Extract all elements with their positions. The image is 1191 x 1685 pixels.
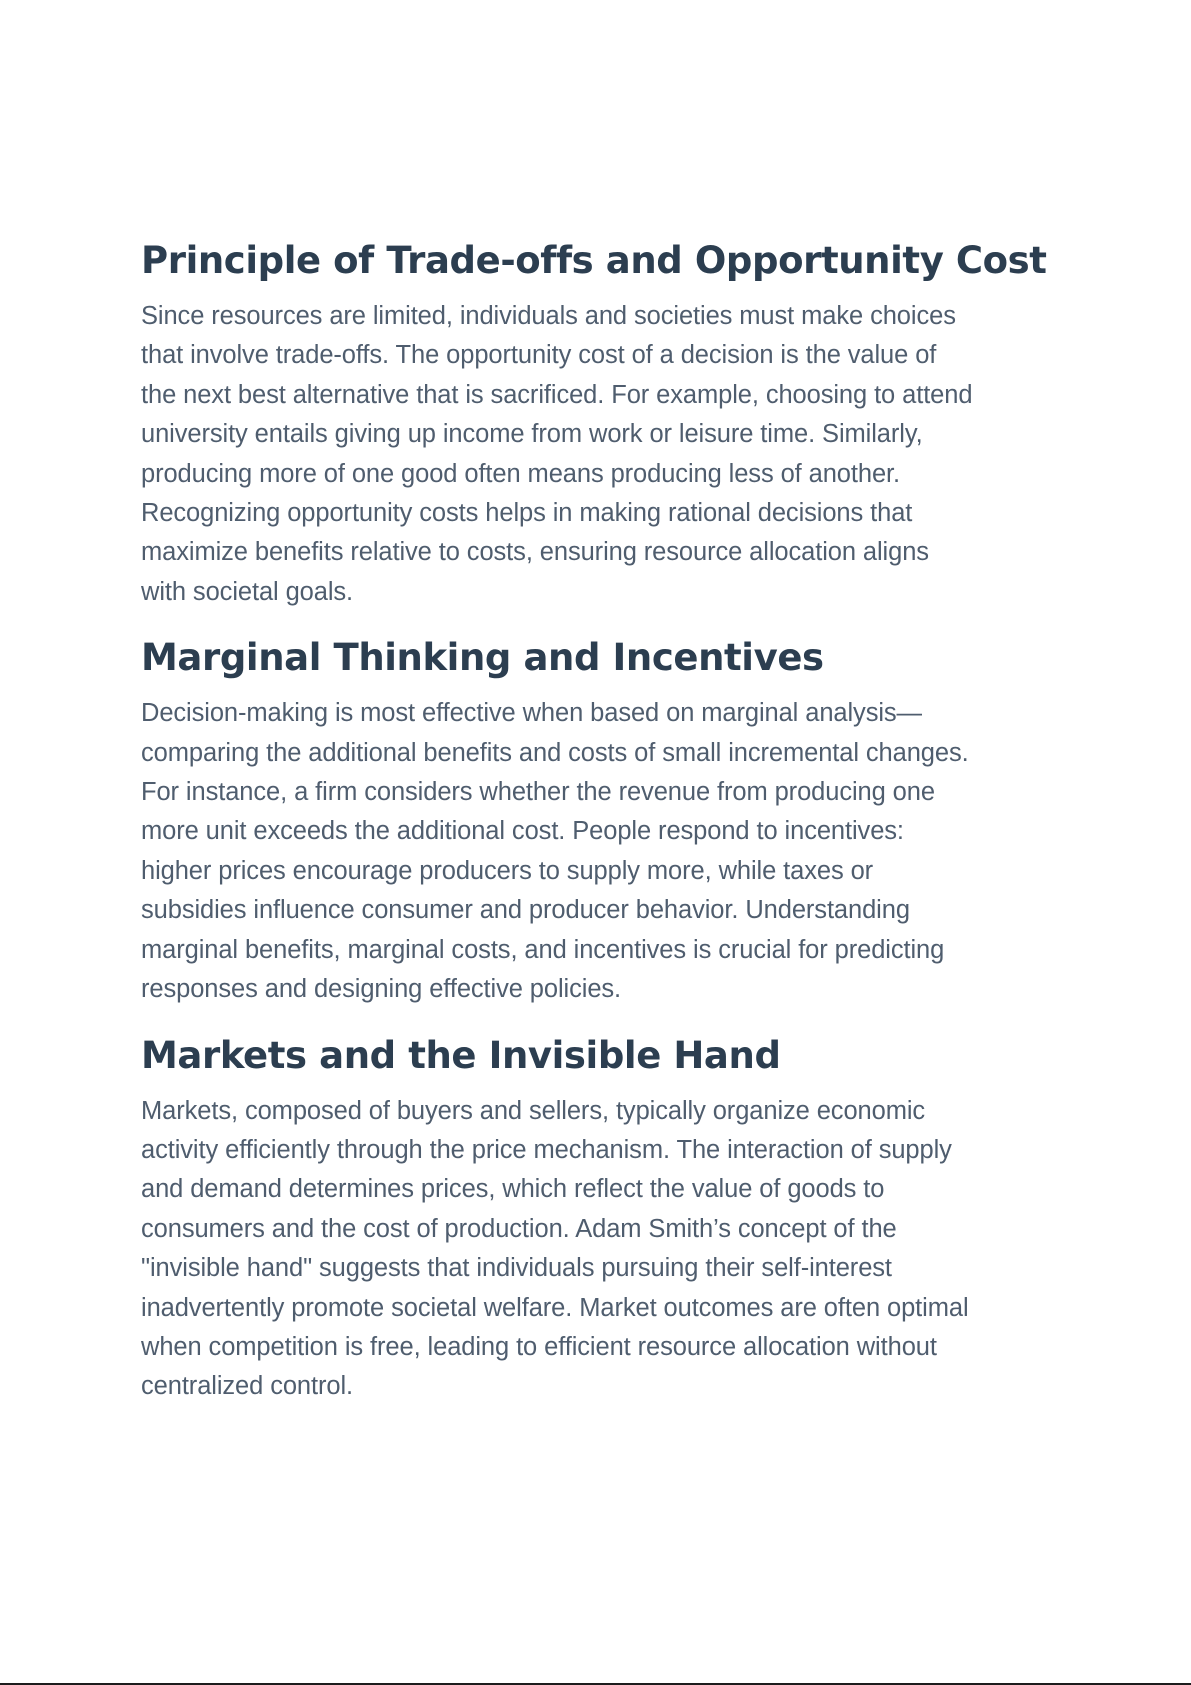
section-trade-offs bbox=[141, 233, 1061, 612]
section-heading: Markets and the Invisible Hand bbox=[141, 1033, 781, 1077]
paragraph-line: higher prices encourage producers to supply more, while taxes or bbox=[141, 856, 874, 885]
section-paragraph bbox=[141, 694, 1061, 1009]
paragraph-line: that involve trade-offs. The opportunity cost of a decision is the value of bbox=[141, 341, 937, 370]
paragraph-line: "invisible hand" suggests that individuals pursuing their self-interest bbox=[141, 1254, 892, 1283]
paragraph-line: subsidies influence consumer and producer behavior. Understanding bbox=[141, 896, 910, 925]
section-marginal-thinking bbox=[141, 630, 1061, 1009]
section-paragraph bbox=[141, 1092, 1061, 1407]
paragraph-line: producing more of one good often means producing less of another. bbox=[141, 459, 901, 488]
paragraph-line: activity efficiently through the price mechanism. The interaction of supply bbox=[141, 1135, 952, 1164]
paragraph-line: For instance, a firm considers whether the revenue from producing one bbox=[141, 778, 935, 807]
paragraph-line: Recognizing opportunity costs helps in making rational decisions that bbox=[141, 499, 913, 528]
paragraph-line: consumers and the cost of production. Adam Smith’s concept of the bbox=[141, 1214, 897, 1243]
paragraph-line: Decision-making is most effective when based on marginal analysis— bbox=[141, 699, 922, 728]
paragraph-line: inadvertently promote societal welfare. Market outcomes are often optimal bbox=[141, 1293, 969, 1322]
paragraph-line: the next best alternative that is sacrificed. For example, choosing to attend bbox=[141, 380, 973, 409]
paragraph-line: Markets, composed of buyers and sellers, typically organize economic bbox=[141, 1096, 926, 1125]
paragraph-line: maximize benefits relative to costs, ensuring resource allocation aligns bbox=[141, 538, 929, 567]
paragraph-line: university entails giving up income from work or leisure time. Similarly, bbox=[141, 420, 923, 449]
paragraph-line: with societal goals. bbox=[141, 577, 354, 606]
paragraph-line: more unit exceeds the additional cost. People respond to incentives: bbox=[141, 817, 904, 846]
paragraph-line: centralized control. bbox=[141, 1372, 354, 1401]
section-heading: Principle of Trade-offs and Opportunity Cost bbox=[141, 239, 1047, 282]
paragraph-line: and demand determines prices, which reflect the value of goods to bbox=[141, 1175, 885, 1204]
document-content bbox=[141, 233, 1061, 1425]
paragraph-line: responses and designing effective policies. bbox=[141, 975, 622, 1004]
section-heading: Marginal Thinking and Incentives bbox=[141, 636, 824, 680]
section-paragraph bbox=[141, 297, 1061, 612]
paragraph-line: marginal benefits, marginal costs, and incentives is crucial for predicting bbox=[141, 935, 945, 964]
paragraph-line: comparing the additional benefits and costs of small incremental changes. bbox=[141, 738, 969, 767]
section-markets bbox=[141, 1028, 1061, 1407]
paragraph-line: when competition is free, leading to efficient resource allocation without bbox=[141, 1332, 937, 1361]
paragraph-line: Since resources are limited, individuals and societies must make choices bbox=[141, 302, 956, 330]
